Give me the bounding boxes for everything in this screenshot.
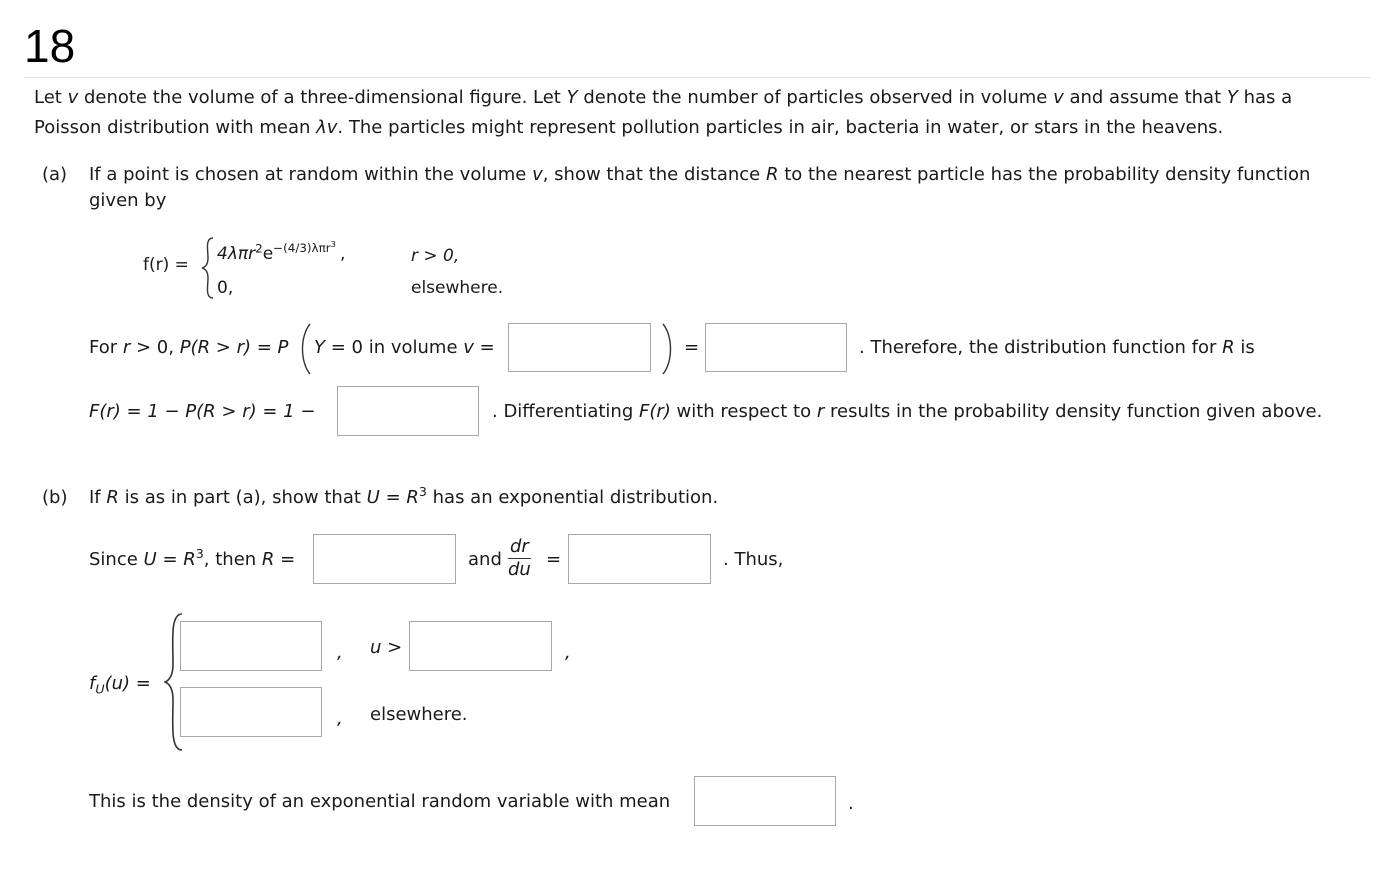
part-a-line-1: If a point is chosen at random within the volume v, show that the distance R to the nearest particle has the probability density function	[89, 164, 1311, 185]
dr-du-fraction: $\frac{dr}{du}$	[508, 536, 531, 580]
question-number: 18	[24, 20, 76, 72]
poisson-answer-input[interactable]	[508, 323, 651, 372]
fu-u-greater: u >	[370, 637, 403, 658]
pdf-case-1: $4\lambda\pi r^2e^{-(4/3)\lambda\pi r^3}$ ,	[217, 239, 346, 264]
header-divider	[24, 77, 1370, 78]
dr-du-input[interactable]	[568, 534, 711, 584]
fu-lhs: $f_U(u)$ =	[89, 673, 151, 697]
dr-du-equals: =	[546, 549, 562, 570]
pdf-case-2: 0,	[217, 278, 234, 298]
prob-line-inner: Y = 0 in volume v =	[314, 337, 495, 358]
intro-line-1: Let v denote the volume of a three-dimensional figure. Let Y denote the number of particles observed in volume v and assume that Y has a	[34, 87, 1293, 108]
left-paren	[297, 322, 313, 376]
prob-line-lhs: For r > 0, P(R > r) = P	[89, 337, 289, 358]
fu-u-bound-input[interactable]	[409, 621, 552, 671]
fu-case-2-input[interactable]	[180, 687, 322, 737]
mean-line-text: This is the density of an exponential random variable with mean	[89, 791, 671, 812]
simplified-prob-input[interactable]	[705, 323, 847, 372]
fu-elsewhere: elsewhere.	[370, 704, 468, 725]
pdf-case-1-condition: r > 0,	[411, 246, 460, 266]
part-a-label: (a)	[42, 164, 68, 185]
part-a-line-2: given by	[89, 190, 167, 211]
fu-case-1-input[interactable]	[180, 621, 322, 671]
mean-input[interactable]	[694, 776, 836, 826]
pdf-lhs: f(r) =	[143, 255, 189, 275]
intro-line-2: Poisson distribution with mean λv. The particles might represent pollution particles in air, bacteria in water, or stars in the heavens.	[34, 117, 1224, 138]
cdf-line-tail: . Differentiating F(r) with respect to r results in the probability density function given above.	[492, 401, 1323, 422]
prob-line-equals: =	[684, 337, 700, 358]
thus-text: . Thus,	[723, 549, 784, 570]
pdf-brace	[201, 236, 215, 300]
fu-comma-2: ,	[565, 642, 571, 663]
part-b-label: (b)	[42, 487, 68, 508]
right-paren	[660, 322, 676, 376]
fu-comma-1: ,	[337, 642, 343, 663]
pdf-case-2-condition: elsewhere.	[411, 278, 504, 298]
r-in-terms-of-u-input[interactable]	[313, 534, 456, 584]
mean-period: .	[848, 793, 854, 814]
cdf-answer-input[interactable]	[337, 386, 479, 436]
prob-line-tail: . Therefore, the distribution function for R is	[859, 337, 1255, 358]
since-line-lhs: Since $U = R^3$, then R =	[89, 546, 296, 570]
part-b-line-1: If R is as in part (a), show that $U = R^3$ has an exponential distribution.	[89, 484, 719, 508]
cdf-line-lhs: F(r) = 1 − P(R > r) = 1 −	[89, 401, 316, 422]
and-text: and	[468, 549, 502, 570]
fu-comma-3: ,	[337, 708, 343, 729]
